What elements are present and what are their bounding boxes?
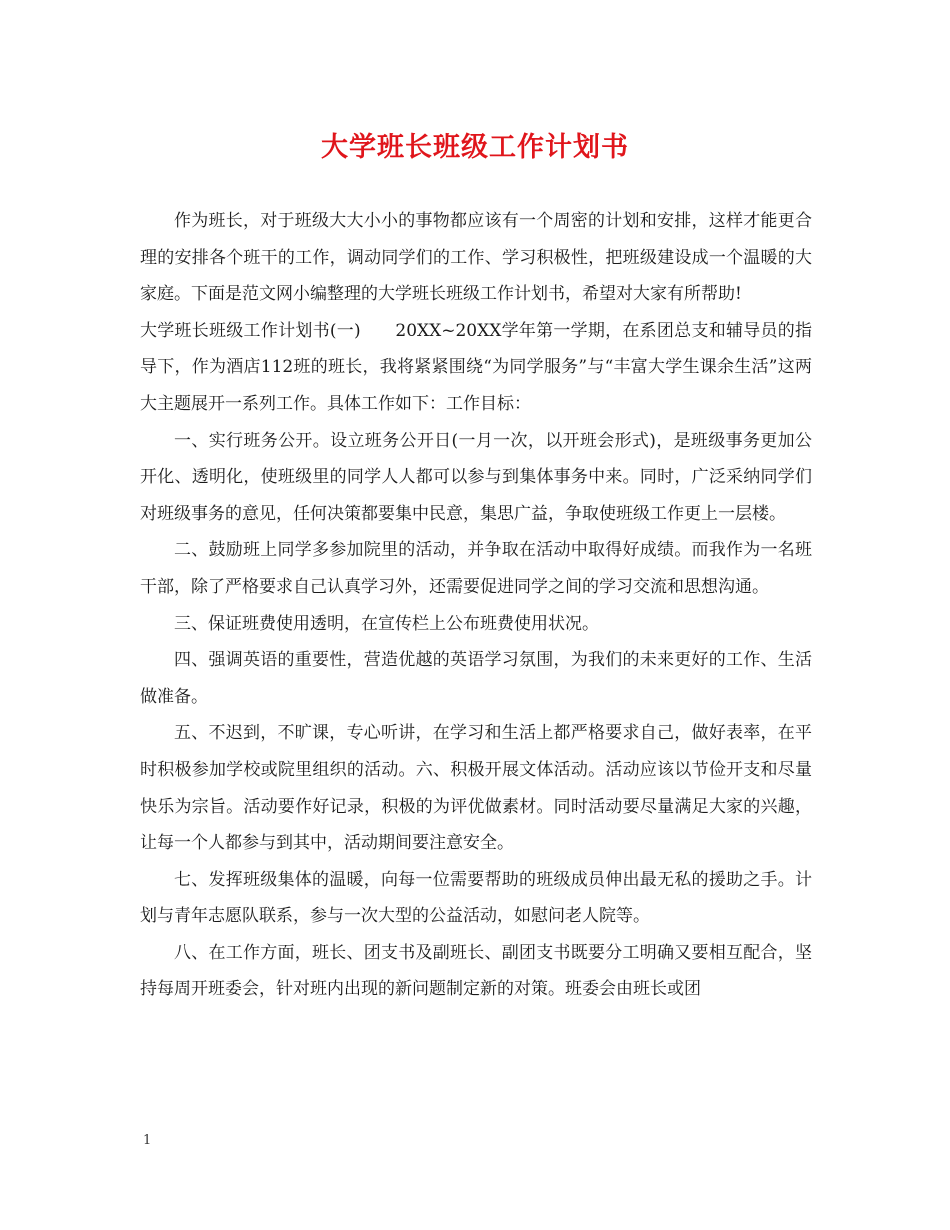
- paragraph-item-3: 三、保证班费使用透明，在宣传栏上公布班费使用状况。: [174, 613, 599, 634]
- paragraph-item-2: 二、鼓励班上同学多参加院里的活动，并争取在活动中取得好成绩。而我作为一名班干部，除了严格要求自己认真学习外，还需要促进同学之间的学习交流和思想沟通。: [140, 540, 812, 597]
- paragraph-item-7: 七、发挥班级集体的温暖，向每一位需要帮助的班级成员伸出最无私的援助之手。计划与青年志愿队联系，参与一次大型的公益活动，如慰问老人院等。: [140, 869, 812, 927]
- page-number: 1: [143, 1133, 152, 1148]
- document-title: 大学班长班级工作计划书: [321, 132, 629, 163]
- paragraph-item-1: 一、实行班务公开。设立班务公开日(一月一次，以开班会形式)，是班级事务更加公开化、透明化，使班级里的同学人人都可以参与到集体事务中来。同时，广泛采纳同学们对班级事务的意见，任何决策都要集中民意，集思广益，争取使班级工作更上一层楼。: [140, 430, 812, 524]
- paragraph-item-8: 八、在工作方面，班长、团支书及副班长、副团支书既要分工明确又要相互配合，坚持每周开班委会，针对班内出现的新问题制定新的对策。班委会由班长或团: [140, 942, 812, 1000]
- paragraph-intro: 作为班长，对于班级大大小小的事物都应该有一个周密的计划和安排，这样才能更合理的安排各个班干的工作，调动同学们的工作、学习积极性，把班级建设成一个温暖的大家庭。下面是范文网小编整理的大学班长班级工作计划书，希望对大家有所帮助!: [140, 211, 812, 305]
- paragraph-plan-heading: 大学班长班级工作计划书(一) 20XX~20XX学年第一学期，在系团总支和辅导员的指导下，作为酒店112班的班长，我将紧紧围绕“为同学服务”与“丰富大学生课余生活”这两大主题展开一系列工作。具体工作如下：工作目标：: [140, 320, 812, 414]
- paragraph-item-4: 四、强调英语的重要性，营造优越的英语学习氛围，为我们的未来更好的工作、生活做准备。: [140, 650, 812, 707]
- document-body: [140, 203, 812, 1008]
- paragraph-item-5-6: 五、不迟到，不旷课，专心听讲，在学习和生活上都严格要求自己，做好表率，在平时积极参加学校或院里组织的活动。六、积极开展文体活动。活动应该以节俭开支和尽量快乐为宗旨。活动要作好记录，积极的为评优做素材。同时活动要尽量满足大家的兴趣，让每一个人都参与到其中，活动期间要注意安全。: [140, 723, 812, 854]
